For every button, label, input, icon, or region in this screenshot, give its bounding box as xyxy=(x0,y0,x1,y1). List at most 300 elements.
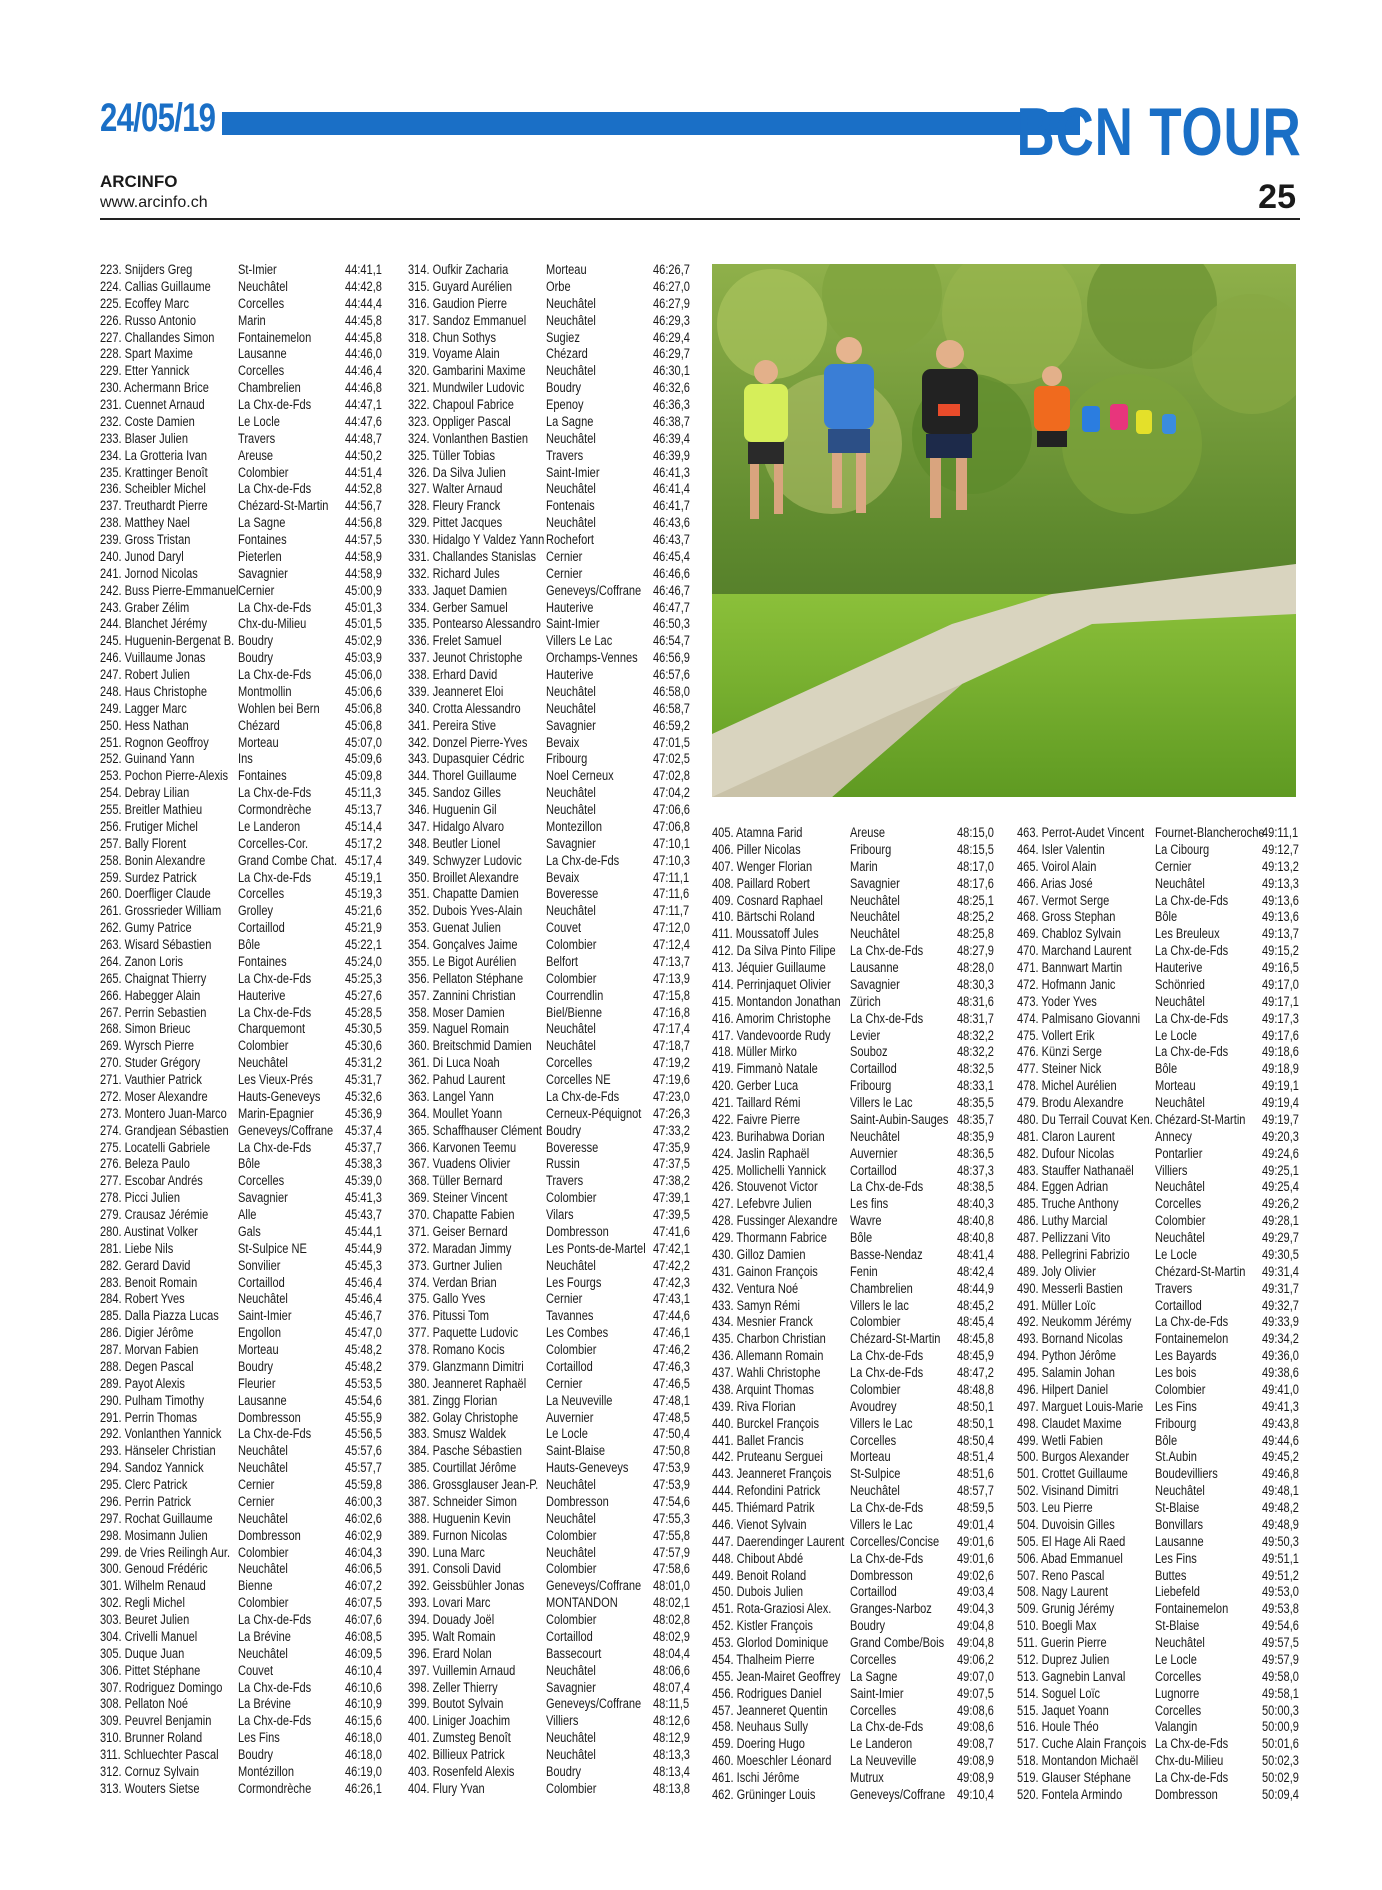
result-runner: 321. Mundwiler Ludovic xyxy=(408,380,525,396)
result-row xyxy=(408,1106,693,1123)
result-row xyxy=(408,954,693,971)
result-runner: 326. Da Silva Julien xyxy=(408,464,506,480)
result-locality: Chambrelien xyxy=(850,1280,913,1296)
result-locality: Neuchâtel xyxy=(546,903,596,919)
result-row xyxy=(100,1460,385,1477)
result-time: 46:02,9 xyxy=(345,1527,382,1543)
result-time: 47:19,6 xyxy=(653,1072,690,1087)
result-runner: 466. Arias José xyxy=(1017,875,1093,891)
result-row xyxy=(1017,977,1302,994)
result-time: 48:15,0 xyxy=(957,825,994,840)
result-runner: 399. Boutot Sylvain xyxy=(408,1696,504,1712)
result-time: 49:17,1 xyxy=(1262,993,1299,1009)
result-time: 47:39,5 xyxy=(653,1207,690,1222)
result-time: 45:48,2 xyxy=(345,1358,382,1374)
result-row xyxy=(100,583,385,600)
result-locality: Grand Combe Chat. xyxy=(238,852,338,868)
result-locality: Les Fins xyxy=(1155,1398,1197,1414)
result-locality: Dombresson xyxy=(850,1567,913,1583)
result-locality: Cormondrèche xyxy=(238,802,312,817)
result-time: 47:11,1 xyxy=(653,869,690,885)
result-time: 49:31,7 xyxy=(1262,1280,1299,1296)
result-time: 48:12,9 xyxy=(653,1730,690,1746)
result-time: 47:53,9 xyxy=(653,1460,690,1476)
result-locality: Travers xyxy=(238,430,276,446)
result-time: 45:31,2 xyxy=(345,1055,382,1071)
result-runner: 280. Austinat Volker xyxy=(100,1223,198,1239)
result-row xyxy=(100,1426,385,1443)
result-time: 49:29,7 xyxy=(1262,1230,1299,1245)
result-locality: Neuchâtel xyxy=(546,430,596,446)
result-time: 49:31,4 xyxy=(1262,1263,1299,1279)
result-row xyxy=(712,1365,997,1382)
result-runner: 305. Duque Juan xyxy=(100,1645,185,1661)
result-runner: 223. Snijders Greg xyxy=(100,262,193,277)
result-runner: 316. Gaudion Pierre xyxy=(408,295,508,311)
result-row xyxy=(1017,1281,1302,1298)
result-row xyxy=(1017,1433,1302,1450)
result-row xyxy=(712,1095,997,1112)
result-time: 47:10,3 xyxy=(653,852,690,868)
result-time: 49:07,0 xyxy=(957,1668,994,1684)
result-locality: Dombresson xyxy=(238,1409,301,1425)
result-time: 45:57,6 xyxy=(345,1443,382,1459)
result-time: 45:47,0 xyxy=(345,1325,382,1341)
result-locality: La Chx-de-Fds xyxy=(238,481,312,497)
result-locality: Neuchâtel xyxy=(850,1128,900,1144)
result-locality: Bevaix xyxy=(546,869,580,885)
result-locality: Villiers xyxy=(546,1713,579,1729)
result-runner: 440. Burckel François xyxy=(712,1415,820,1431)
result-runner: 446. Vienot Sylvain xyxy=(712,1516,807,1532)
result-row xyxy=(408,1477,693,1494)
result-runner: 295. Clerc Patrick xyxy=(100,1477,188,1492)
result-locality: Chx-du-Milieu xyxy=(1155,1753,1224,1769)
result-runner: 458. Neuhaus Sully xyxy=(712,1719,809,1735)
result-row xyxy=(408,566,693,583)
results-column-1 xyxy=(100,262,385,1798)
result-runner: 271. Vauthier Patrick xyxy=(100,1072,202,1087)
result-runner: 366. Karvonen Teemu xyxy=(408,1139,517,1155)
result-locality: Lausanne xyxy=(238,1392,287,1408)
result-time: 48:48,8 xyxy=(957,1381,994,1397)
result-time: 49:17,0 xyxy=(1262,976,1299,992)
result-row xyxy=(1017,1163,1302,1180)
result-row xyxy=(712,1568,997,1585)
result-row xyxy=(1017,1264,1302,1281)
result-row xyxy=(712,1703,997,1720)
result-runner: 494. Python Jérôme xyxy=(1017,1348,1117,1364)
result-time: 45:38,3 xyxy=(345,1156,382,1172)
result-locality: Neuchâtel xyxy=(238,1510,288,1526)
result-runner: 504. Duvoisin Gilles xyxy=(1017,1516,1115,1532)
result-time: 45:37,4 xyxy=(345,1122,382,1138)
result-locality: Le Locle xyxy=(1155,1027,1197,1043)
result-row xyxy=(408,1680,693,1697)
result-time: 45:06,8 xyxy=(345,700,382,716)
result-time: 49:53,0 xyxy=(1262,1584,1299,1600)
result-runner: 258. Bonin Alexandre xyxy=(100,852,206,868)
result-locality: Villers le Lac xyxy=(850,1415,913,1431)
result-runner: 482. Dufour Nicolas xyxy=(1017,1145,1115,1161)
result-time: 45:21,9 xyxy=(345,920,382,936)
result-row xyxy=(1017,926,1302,943)
result-time: 44:41,1 xyxy=(345,262,382,277)
result-locality: La Chx-de-Fds xyxy=(850,1550,924,1566)
result-locality: Grolley xyxy=(238,903,274,919)
result-runner: 337. Jeunot Christophe xyxy=(408,650,523,666)
result-locality: Noel Cerneux xyxy=(546,768,614,784)
result-runner: 231. Cuennet Arnaud xyxy=(100,397,205,412)
result-locality: Colombier xyxy=(546,1780,597,1796)
result-locality: Lausanne xyxy=(850,960,899,975)
result-time: 48:50,4 xyxy=(957,1432,994,1448)
result-time: 49:41,3 xyxy=(1262,1398,1299,1414)
result-time: 47:12,0 xyxy=(653,920,690,936)
result-locality: Annecy xyxy=(1155,1128,1192,1144)
result-locality: Morteau xyxy=(238,1342,279,1357)
result-runner: 364. Moullet Yoann xyxy=(408,1105,503,1121)
result-time: 49:54,6 xyxy=(1262,1618,1299,1634)
result-locality: Neuchâtel xyxy=(546,1510,596,1526)
result-time: 44:44,4 xyxy=(345,295,382,311)
result-time: 46:30,1 xyxy=(653,363,690,379)
result-row xyxy=(1017,1669,1302,1686)
result-runner: 367. Vuadens Olivier xyxy=(408,1156,511,1172)
result-locality: Boudevilliers xyxy=(1155,1466,1218,1482)
result-time: 48:32,2 xyxy=(957,1044,994,1060)
result-runner: 357. Zannini Christian xyxy=(408,987,516,1003)
result-runner: 324. Vonlanthen Bastien xyxy=(408,430,529,446)
result-runner: 503. Leu Pierre xyxy=(1017,1500,1093,1515)
result-time: 48:33,1 xyxy=(957,1078,994,1094)
result-locality: La Chx-de-Fds xyxy=(1155,1770,1229,1785)
result-locality: La Chx-de-Fds xyxy=(238,1713,312,1729)
result-row xyxy=(1017,1787,1302,1804)
result-runner: 397. Vuillemin Arnaud xyxy=(408,1662,516,1678)
result-locality: La Sagne xyxy=(238,515,286,531)
result-locality: Souboz xyxy=(850,1044,888,1060)
result-time: 48:36,5 xyxy=(957,1145,994,1161)
result-time: 46:02,6 xyxy=(345,1510,382,1526)
result-time: 45:11,3 xyxy=(345,785,382,801)
header-rule xyxy=(100,218,1300,220)
result-locality: Cortaillod xyxy=(1155,1297,1202,1313)
result-locality: Rochefort xyxy=(546,532,594,547)
result-row xyxy=(100,1258,385,1275)
result-time: 47:13,9 xyxy=(653,970,690,986)
result-row xyxy=(408,1173,693,1190)
result-runner: 353. Guenat Julien xyxy=(408,920,501,936)
result-runner: 343. Dupasquier Cédric xyxy=(408,751,525,767)
result-runner: 402. Billieux Patrick xyxy=(408,1747,505,1762)
result-time: 49:03,4 xyxy=(957,1584,994,1600)
result-time: 48:51,6 xyxy=(957,1466,994,1482)
result-runner: 433. Samyn Rémi xyxy=(712,1297,800,1313)
result-runner: 256. Frutiger Michel xyxy=(100,818,198,834)
result-row xyxy=(712,1078,997,1095)
result-runner: 377. Paquette Ludovic xyxy=(408,1325,519,1341)
result-row xyxy=(408,363,693,380)
result-locality: Neuchâtel xyxy=(546,1747,596,1762)
result-time: 49:48,1 xyxy=(1262,1483,1299,1499)
result-locality: La Chx-de-Fds xyxy=(850,943,924,959)
result-locality: Wohlen bei Bern xyxy=(238,700,320,716)
result-row xyxy=(408,1410,693,1427)
result-time: 45:44,1 xyxy=(345,1223,382,1239)
result-locality: Neuchâtel xyxy=(238,278,288,294)
result-time: 46:10,4 xyxy=(345,1662,382,1678)
result-runner: 247. Robert Julien xyxy=(100,667,190,682)
result-locality: Travers xyxy=(546,1173,584,1189)
result-runner: 447. Daerendinger Laurent xyxy=(712,1533,845,1549)
result-time: 45:31,7 xyxy=(345,1072,382,1087)
result-row xyxy=(1017,994,1302,1011)
result-runner: 230. Achermann Brice xyxy=(100,380,209,396)
result-time: 45:24,0 xyxy=(345,953,382,969)
result-row xyxy=(100,870,385,887)
result-row xyxy=(712,893,997,910)
result-time: 48:38,5 xyxy=(957,1179,994,1195)
result-runner: 465. Voirol Alain xyxy=(1017,858,1097,874)
result-runner: 460. Moeschler Léonard xyxy=(712,1753,832,1769)
result-locality: Dombresson xyxy=(546,1223,609,1239)
result-row xyxy=(1017,1399,1302,1416)
result-time: 46:27,9 xyxy=(653,295,690,311)
result-row xyxy=(712,909,997,926)
result-time: 47:46,1 xyxy=(653,1325,690,1341)
result-row xyxy=(100,1629,385,1646)
result-runner: 449. Benoit Roland xyxy=(712,1567,807,1583)
result-row xyxy=(100,886,385,903)
result-locality: Chézard xyxy=(546,346,588,362)
result-time: 49:25,1 xyxy=(1262,1162,1299,1178)
result-time: 49:32,7 xyxy=(1262,1297,1299,1313)
result-row xyxy=(712,1129,997,1146)
result-row xyxy=(408,1612,693,1629)
result-runner: 313. Wouters Sietse xyxy=(100,1780,200,1796)
result-time: 47:38,2 xyxy=(653,1173,690,1189)
result-locality: Neuchâtel xyxy=(546,295,596,311)
result-row xyxy=(100,1680,385,1697)
result-runner: 386. Grossglauser Jean-P. xyxy=(408,1477,539,1492)
result-row xyxy=(408,262,693,279)
result-row xyxy=(100,262,385,279)
result-time: 48:32,2 xyxy=(957,1027,994,1043)
result-time: 45:00,9 xyxy=(345,582,382,598)
result-runner: 469. Chabloz Sylvain xyxy=(1017,926,1121,942)
result-runner: 249. Lagger Marc xyxy=(100,700,187,716)
result-runner: 328. Fleury Franck xyxy=(408,498,501,514)
result-runner: 236. Scheibler Michel xyxy=(100,481,206,497)
result-locality: Fournet-Blancheroche xyxy=(1155,825,1265,840)
result-locality: St-Blaise xyxy=(1155,1618,1200,1634)
result-runner: 510. Boegli Max xyxy=(1017,1618,1097,1634)
result-row xyxy=(100,1123,385,1140)
result-locality: Courrendlin xyxy=(546,987,604,1003)
result-time: 49:58,0 xyxy=(1262,1668,1299,1684)
result-runner: 226. Russo Antonio xyxy=(100,312,197,328)
result-row xyxy=(408,1038,693,1055)
result-locality: Avoudrey xyxy=(850,1398,897,1414)
result-time: 44:57,5 xyxy=(345,532,382,547)
result-time: 46:00,3 xyxy=(345,1493,382,1509)
result-time: 49:01,6 xyxy=(957,1533,994,1549)
result-locality: La Chx-de-Fds xyxy=(850,1179,924,1195)
result-locality: Les Bayards xyxy=(1155,1348,1217,1364)
result-runner: 451. Rota-Graziosi Alex. xyxy=(712,1601,832,1617)
result-runner: 233. Blaser Julien xyxy=(100,430,189,446)
result-locality: Auvernier xyxy=(546,1409,594,1425)
result-runner: 351. Chapatte Damien xyxy=(408,886,519,902)
result-locality: Bonvillars xyxy=(1155,1516,1203,1532)
result-runner: 412. Da Silva Pinto Filipe xyxy=(712,943,836,959)
result-time: 45:56,5 xyxy=(345,1426,382,1442)
result-time: 44:47,6 xyxy=(345,413,382,429)
issue-date: 24/05/19 xyxy=(100,96,216,140)
result-locality: Cortaillod xyxy=(238,1274,285,1290)
result-row xyxy=(712,926,997,943)
result-row xyxy=(100,515,385,532)
result-time: 48:37,3 xyxy=(957,1162,994,1178)
result-locality: St-Blaise xyxy=(1155,1500,1200,1515)
result-time: 47:16,8 xyxy=(653,1004,690,1020)
result-time: 48:06,6 xyxy=(653,1662,690,1678)
result-time: 50:09,4 xyxy=(1262,1786,1299,1802)
result-row xyxy=(712,943,997,960)
result-locality: Neuchâtel xyxy=(546,1038,596,1054)
result-runner: 304. Crivelli Manuel xyxy=(100,1628,198,1644)
result-row xyxy=(712,1787,997,1804)
result-time: 48:47,2 xyxy=(957,1365,994,1380)
result-runner: 291. Perrin Thomas xyxy=(100,1409,198,1425)
result-locality: Le Locle xyxy=(1155,1246,1197,1262)
result-row xyxy=(408,1730,693,1747)
result-row xyxy=(712,1247,997,1264)
result-row xyxy=(1017,1382,1302,1399)
result-row xyxy=(1017,1686,1302,1703)
result-row xyxy=(100,701,385,718)
result-runner: 301. Wilhelm Renaud xyxy=(100,1578,206,1594)
result-row xyxy=(712,1736,997,1753)
result-time: 49:44,6 xyxy=(1262,1432,1299,1448)
result-runner: 467. Vermot Serge xyxy=(1017,892,1110,908)
result-row xyxy=(712,1382,997,1399)
result-runner: 468. Gross Stephan xyxy=(1017,909,1116,925)
result-row xyxy=(100,853,385,870)
result-runner: 423. Burihabwa Dorian xyxy=(712,1128,825,1144)
result-row xyxy=(100,1410,385,1427)
result-row xyxy=(1017,960,1302,977)
result-locality: Fenin xyxy=(850,1263,878,1279)
result-time: 47:48,1 xyxy=(653,1392,690,1408)
result-time: 48:51,4 xyxy=(957,1449,994,1465)
result-locality: Bôle xyxy=(850,1230,873,1245)
result-runner: 375. Gallo Yves xyxy=(408,1291,486,1307)
result-locality: Savagnier xyxy=(546,1679,596,1695)
result-time: 46:04,3 xyxy=(345,1544,382,1560)
result-time: 49:18,6 xyxy=(1262,1044,1299,1060)
result-locality: Les Combes xyxy=(546,1325,609,1341)
result-time: 47:57,9 xyxy=(653,1544,690,1560)
result-runner: 424. Jaslin Raphaël xyxy=(712,1145,810,1161)
result-row xyxy=(408,819,693,836)
result-locality: La Neuveville xyxy=(850,1753,917,1769)
result-locality: Hauterive xyxy=(546,599,594,615)
result-locality: Wavre xyxy=(850,1213,882,1229)
result-row xyxy=(408,313,693,330)
result-time: 47:19,2 xyxy=(653,1055,690,1071)
result-runner: 238. Matthey Nael xyxy=(100,515,190,531)
result-row xyxy=(408,650,693,667)
result-time: 48:45,8 xyxy=(957,1331,994,1347)
result-runner: 298. Mosimann Julien xyxy=(100,1527,208,1543)
result-runner: 417. Vandevoorde Rudy xyxy=(712,1027,831,1043)
result-time: 48:31,7 xyxy=(957,1010,994,1026)
result-row xyxy=(100,1443,385,1460)
result-time: 46:26,1 xyxy=(345,1780,382,1796)
result-runner: 348. Beutler Lionel xyxy=(408,835,501,851)
result-time: 49:33,9 xyxy=(1262,1314,1299,1330)
result-runner: 341. Pereira Stive xyxy=(408,717,496,733)
result-row xyxy=(712,1601,997,1618)
result-row xyxy=(1017,893,1302,910)
result-row xyxy=(100,1291,385,1308)
result-time: 47:37,5 xyxy=(653,1156,690,1172)
result-time: 49:08,6 xyxy=(957,1702,994,1718)
result-time: 47:06,8 xyxy=(653,818,690,834)
result-row xyxy=(1017,1348,1302,1365)
result-locality: La Chx-de-Fds xyxy=(238,785,312,801)
result-time: 48:02,8 xyxy=(653,1612,690,1627)
result-time: 48:45,2 xyxy=(957,1297,994,1313)
result-time: 46:07,6 xyxy=(345,1612,382,1627)
result-row xyxy=(408,397,693,414)
result-row xyxy=(408,1325,693,1342)
result-locality: Bôle xyxy=(1155,909,1178,925)
result-time: 48:41,4 xyxy=(957,1246,994,1262)
result-row xyxy=(100,836,385,853)
result-locality: Tavannes xyxy=(546,1308,594,1324)
result-locality: Neuchâtel xyxy=(546,1730,596,1746)
result-row xyxy=(408,1021,693,1038)
result-runner: 414. Perrinjaquet Olivier xyxy=(712,976,831,992)
result-runner: 491. Müller Loïc xyxy=(1017,1297,1096,1313)
photo-runners-on-trail-icon xyxy=(712,264,1296,797)
result-row xyxy=(712,1433,997,1450)
result-runner: 484. Eggen Adrian xyxy=(1017,1179,1109,1195)
result-runner: 350. Broillet Alexandre xyxy=(408,869,519,885)
result-locality: Le Locle xyxy=(1155,1651,1197,1667)
result-runner: 429. Thormann Fabrice xyxy=(712,1230,827,1245)
result-runner: 243. Graber Zélim xyxy=(100,599,190,615)
result-row xyxy=(1017,1247,1302,1264)
result-time: 47:11,7 xyxy=(653,903,690,919)
result-row xyxy=(100,1038,385,1055)
result-row xyxy=(712,1213,997,1230)
result-locality: Cernier xyxy=(546,1375,583,1391)
result-runner: 434. Mesnier Franck xyxy=(712,1314,813,1330)
result-runner: 486. Luthy Marcial xyxy=(1017,1213,1108,1229)
result-locality: Bienne xyxy=(238,1578,273,1594)
result-locality: Chézard-St-Martin xyxy=(238,498,329,514)
result-runner: 303. Beuret Julien xyxy=(100,1612,190,1627)
result-time: 46:15,6 xyxy=(345,1713,382,1729)
result-time: 49:13,2 xyxy=(1262,858,1299,874)
result-time: 49:04,8 xyxy=(957,1618,994,1634)
result-row xyxy=(408,1005,693,1022)
result-runner: 426. Stouvenot Victor xyxy=(712,1179,818,1195)
